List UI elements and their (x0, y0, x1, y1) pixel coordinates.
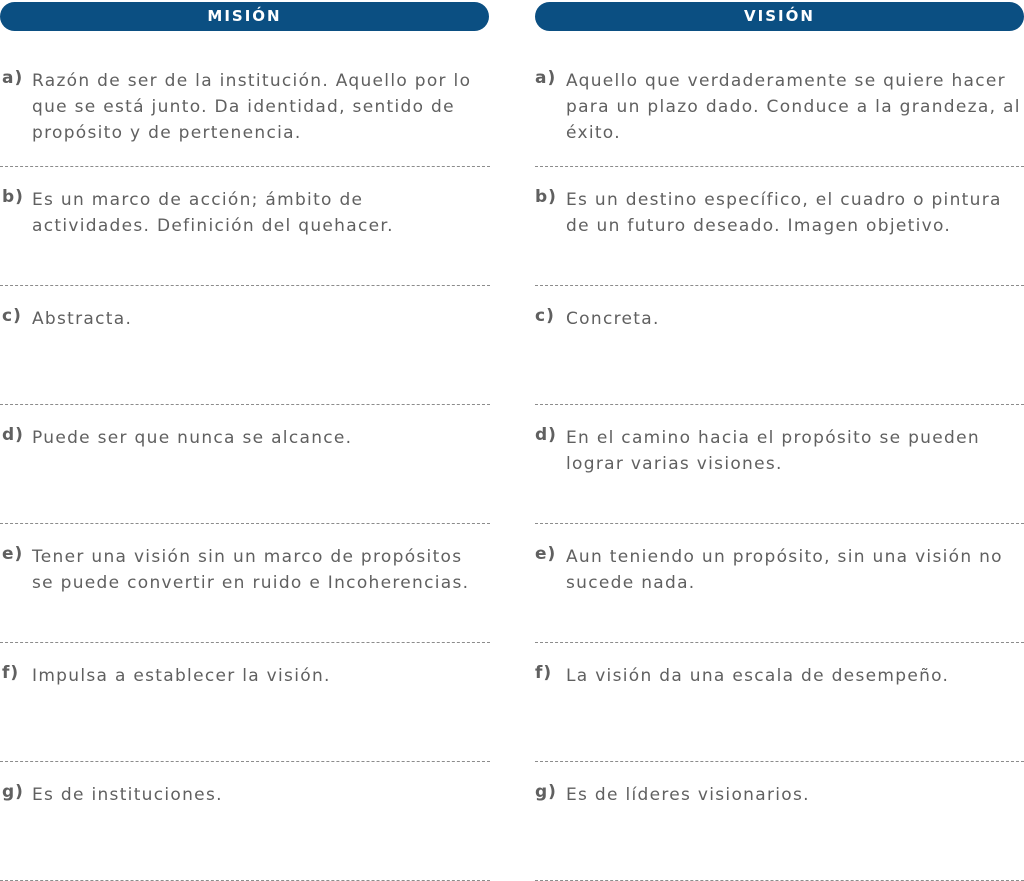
mision-item-f (0, 643, 490, 762)
item-letter: b) (2, 187, 24, 207)
mision-header: MISIÓN (0, 2, 489, 31)
vision-header: VISIÓN (535, 2, 1024, 31)
item-letter: a) (2, 68, 24, 88)
item-text: Razón de ser de la institución. Aquello por lo que se está junto. Da identidad, sentido de propósito y de pertenencia. (32, 71, 472, 143)
item-letter: d) (535, 425, 557, 445)
item-letter: f) (535, 663, 553, 683)
item-text: Es un marco de acción; ámbito de actividades. Definición del quehacer. (32, 190, 394, 236)
vision-item-f (535, 643, 1024, 762)
item-letter: c) (535, 306, 555, 326)
mision-item-a (0, 48, 490, 167)
item-letter: e) (2, 544, 24, 564)
item-text: Aun teniendo un propósito, sin una visión no sucede nada. (566, 547, 1003, 593)
vision-list (535, 48, 1024, 881)
item-text: Puede ser que nunca se alcance. (32, 428, 353, 448)
mision-item-d (0, 405, 490, 524)
item-letter: g) (2, 782, 24, 802)
item-letter: e) (535, 544, 557, 564)
item-letter: f) (2, 663, 20, 683)
item-text: La visión da una escala de desempeño. (566, 666, 950, 686)
item-text: Aquello que verdaderamente se quiere hacer para un plazo dado. Conduce a la grandeza, al éxito. (566, 71, 1021, 143)
vision-item-b (535, 167, 1024, 286)
item-text: Es de líderes visionarios. (566, 785, 810, 805)
mision-item-b (0, 167, 490, 286)
item-text: Es un destino específico, el cuadro o pintura de un futuro deseado. Imagen objetivo. (566, 190, 1002, 236)
item-letter: b) (535, 187, 557, 207)
vision-item-d (535, 405, 1024, 524)
vision-column (535, 0, 1024, 805)
item-text: Es de instituciones. (32, 785, 223, 805)
vision-item-a (535, 48, 1024, 167)
item-letter: a) (535, 68, 557, 88)
item-text: En el camino hacia el propósito se pueden lograr varias visiones. (566, 428, 980, 474)
item-text: Abstracta. (32, 309, 133, 329)
mision-item-c (0, 286, 490, 405)
item-letter: c) (2, 306, 22, 326)
item-text: Tener una visión sin un marco de propósitos se puede convertir en ruido e Incoherencias. (32, 547, 470, 593)
vision-item-c (535, 286, 1024, 405)
item-text: Impulsa a establecer la visión. (32, 666, 331, 686)
vision-item-e (535, 524, 1024, 643)
item-letter: g) (535, 782, 557, 802)
item-text: Concreta. (566, 309, 660, 329)
mision-item-g (0, 762, 490, 881)
mision-list (0, 48, 490, 881)
vision-item-g (535, 762, 1024, 881)
item-letter: d) (2, 425, 24, 445)
mision-column (0, 0, 490, 805)
mision-item-e (0, 524, 490, 643)
